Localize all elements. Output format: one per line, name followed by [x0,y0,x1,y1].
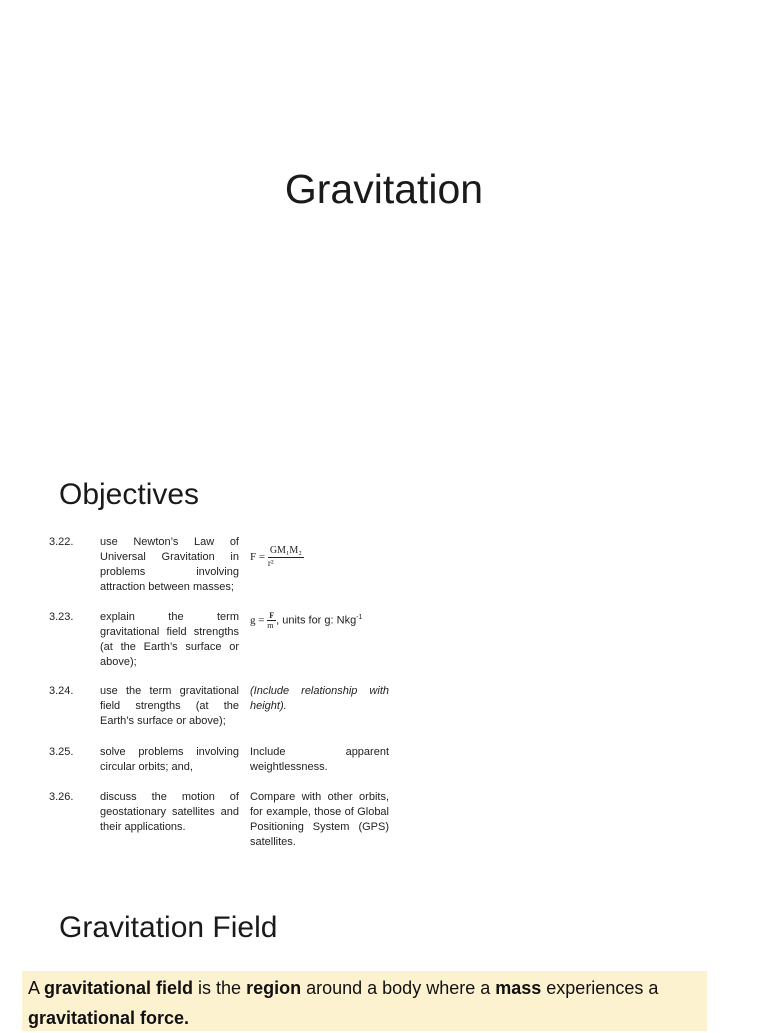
objective-number: 3.22. [49,536,74,548]
page-title: Gravitation [284,166,484,212]
formula-fraction: $\frac{\text{GM₁M₂}}{\text{r²}}$ [267,545,302,568]
definition-text: A gravitational field is the region around a body where a mass experiences a gravitational force. [28,978,659,1028]
objective-description: explain the term gravitational field strengths (at the Earth’s surface or above); [100,611,239,668]
formula-fraction: $\frac{F}{m}$ [267,611,275,631]
objectives-heading: Objectives [59,478,200,511]
gravitation-field-heading: Gravitation Field [59,911,278,944]
objective-note: Compare with other orbits, for example, those of Global Positioning System (GPS) satellites. [250,791,389,848]
objective-note: (Include relationship with height). [250,685,389,712]
objective-number: 3.23. [49,611,74,623]
objective-number: 3.24. [49,685,74,697]
objective-description: solve problems involving circular orbits; and, [100,746,239,773]
objective-formula: F = $\frac{\text{GM₁M₂}}{\text{r²}}$ [250,545,302,568]
objective-description: use the term gravitational field strengths (at the Earth’s surface or above); [100,685,239,727]
objective-number: 3.25. [49,746,74,758]
objective-number: 3.26. [49,791,74,803]
objective-description: use Newton’s Law of Universal Gravitation in problems involving attraction between masses; [100,536,239,593]
objective-description: discuss the motion of geostationary satellites and their applications. [100,791,239,833]
objective-formula: g = $\frac{F}{m}$ , units for g: Nkg$^{-1}$ [250,611,363,631]
objective-note: Include apparent weightlessness. [250,746,389,773]
